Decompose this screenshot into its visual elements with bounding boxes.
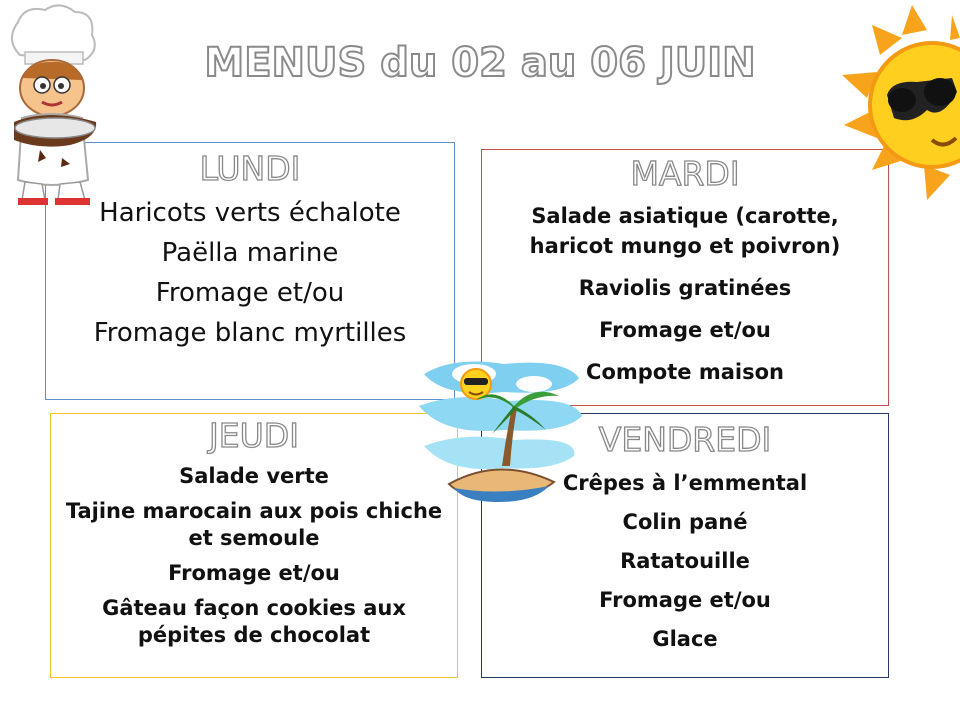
menu-item: Fromage et/ou xyxy=(599,588,771,612)
menu-item: Salade verte xyxy=(179,464,329,488)
menu-item: Ratatouille xyxy=(620,549,750,573)
day-title-lundi: LUNDI xyxy=(199,149,301,188)
chef-icon xyxy=(0,0,110,210)
day-title-jeudi: JEUDI xyxy=(209,416,299,455)
day-title-vendredi: VENDREDI xyxy=(598,420,772,459)
menu-item: Fromage et/ou xyxy=(599,318,771,342)
menu-item: Gâteau façon cookies aux pépites de chocolat xyxy=(102,596,406,647)
menu-item: Haricots verts échalote xyxy=(99,198,401,228)
day-title-mardi: MARDI xyxy=(630,154,740,193)
menu-item: Fromage et/ou xyxy=(155,278,345,308)
page-title: MENUS du 02 au 06 JUIN xyxy=(204,40,756,86)
menu-item: Compote maison xyxy=(586,360,784,384)
menu-item: Glace xyxy=(652,627,718,651)
menu-item: Fromage et/ou xyxy=(168,561,340,585)
menu-jeudi xyxy=(50,413,458,678)
menu-item: Paëlla marine xyxy=(161,238,339,268)
sun-with-sunglasses-icon xyxy=(832,0,960,210)
menu-item: Fromage blanc myrtilles xyxy=(93,318,407,348)
island-palm-tree-icon xyxy=(414,356,584,502)
menu-item: Crêpes à l’emmental xyxy=(562,471,808,495)
menu-item: Salade asiatique (carotte, haricot mungo et poivron) xyxy=(529,204,841,258)
menu-item: Raviolis gratinées xyxy=(578,276,792,300)
menu-item: Tajine marocain aux pois chiche et semoule xyxy=(65,499,443,550)
menu-item: Colin pané xyxy=(622,510,748,534)
